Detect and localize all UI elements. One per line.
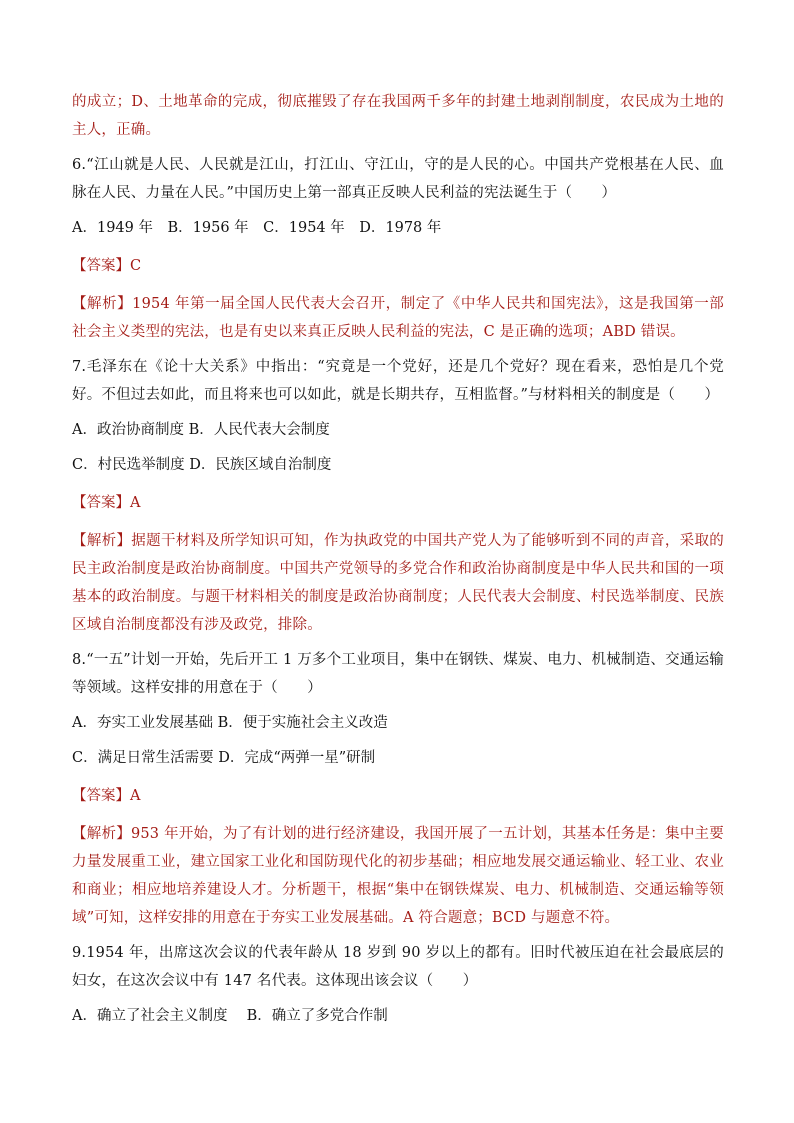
document-page xyxy=(72,88,724,1037)
previous-analysis-continuation: 的成立；D、土地革命的完成，彻底摧毁了存在我国两千多年的封建土地剥削制度，农民成为土地的主人，正确。 xyxy=(72,94,724,138)
answer-value: C xyxy=(130,258,142,274)
analysis-text: 953 年开始，为了有计划的进行经济建设，我国开展了一五计划，其基本任务是：集中主要力量发展重工业，建立国家工业化和国防现代化的初步基础；相应地发展交通运输业、轻工业、农业和商业；相应地培养建设人才。分析题干，根据“集中在钢铁煤炭、电力、机械制造、交通运输等领域”可知，这样安排的用意在于夯实工业发展基础。A 符合题意；BCD 与题意不符。 xyxy=(72,826,724,926)
question-9-options-line-1: A．确立了社会主义制度 B．确立了多党合作制 xyxy=(72,1008,388,1024)
analysis-text: 据题干材料及所学知识可知，作为执政党的中国共产党人为了能够听到不同的声音，采取的民主政治制度是政治协商制度。中国共产党领导的多党合作和政治协商制度是中华人民共和国的一项基本的政治制度。与题干材料相关的制度是政治协商制度；人民代表大会制度、村民选举制度、民族区域自治制度都没有涉及政党，排除。 xyxy=(72,533,724,633)
answer-value: A xyxy=(130,788,141,804)
analysis-tag: 【解析】 xyxy=(72,533,132,549)
analysis-tag: 【解析】 xyxy=(72,826,131,842)
question-7-options-line-1: A．政治协商制度 B．人民代表大会制度 xyxy=(72,422,330,438)
analysis-text: 1954 年第一届全国人民代表大会召开，制定了《中华人民共和国宪法》，这是我国第一部社会主义类型的宪法，也是有史以来真正反映人民利益的宪法，C 是正确的选项；ABD 错误。 xyxy=(72,296,724,340)
analysis-tag: 【解析】 xyxy=(72,296,133,312)
question-6-analysis xyxy=(72,290,724,346)
answer-tag: 【答案】 xyxy=(72,258,130,274)
question-8-stem: 8.“一五”计划一开始，先后开工 1 万多个工业项目，集中在钢铁、煤炭、电力、机械制造、交通运输等领域。这样安排的用意在于（ ） xyxy=(72,652,724,696)
question-7-stem: 7.毛泽东在《论十大关系》中指出：“究竟是一个党好，还是几个党好？现在看来，恐怕是几个党好。不但过去如此，而且将来也可以如此，就是长期共存，互相监督。”与材料相关的制度是（ ） xyxy=(72,359,724,403)
question-8-answer xyxy=(72,782,724,810)
question-8-options-line-1: A．夯实工业发展基础 B．便于实施社会主义改造 xyxy=(72,715,388,731)
question-8-options-line-2: C．满足日常生活需要 D．完成“两弹一星”研制 xyxy=(72,750,376,766)
question-6-answer xyxy=(72,252,724,280)
question-6-options: A．1949 年 B．1956 年 C．1954 年 D．1978 年 xyxy=(72,220,442,236)
question-7-options-line-2: C．村民选举制度 D．民族区域自治制度 xyxy=(72,457,332,473)
question-7-analysis xyxy=(72,527,724,639)
answer-tag: 【答案】 xyxy=(72,495,130,511)
question-7-answer xyxy=(72,489,724,517)
answer-tag: 【答案】 xyxy=(72,788,130,804)
question-8-analysis xyxy=(72,820,724,932)
question-6-stem: 6.“江山就是人民、人民就是江山，打江山、守江山，守的是人民的心。中国共产党根基在人民、血脉在人民、力量在人民。”中国历史上第一部真正反映人民利益的宪法诞生于（ ） xyxy=(72,157,724,201)
question-9-stem: 9.1954 年，出席这次会议的代表年龄从 18 岁到 90 岁以上的都有。旧时代被压迫在社会最底层的妇女，在这次会议中有 147 名代表。这体现出该会议（ ） xyxy=(72,945,724,989)
answer-value: A xyxy=(130,495,141,511)
